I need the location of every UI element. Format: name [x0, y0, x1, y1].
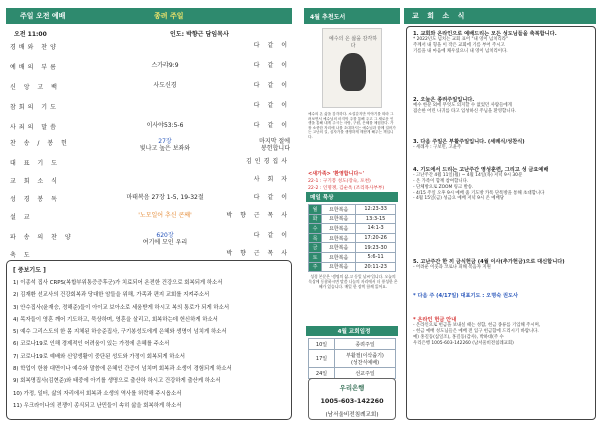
news-item-line: 주께서 내 형을 이 작은 교회에 기름 부어 주시고 — [413, 43, 505, 49]
order-item-person: 다 같 이 — [253, 232, 290, 239]
news-item — [413, 167, 595, 202]
devotion-row — [309, 205, 396, 215]
news-item — [413, 139, 595, 151]
worship-order-row — [10, 138, 290, 152]
devotion-ref: 12:23-33 — [356, 205, 396, 215]
order-item-label: 예배의 부름 — [10, 64, 59, 71]
intercession-item: 1) 이종석 집사 CRPS(복합부위통증증후군)가 치료되어 온전한 건강으로 회복되게 하소서 — [13, 280, 223, 286]
order-item-detail: 마태복음 27장 1-5, 19-32절 — [126, 194, 204, 201]
schedule-event: 종려주일 — [335, 339, 396, 350]
schedule-row — [309, 339, 396, 350]
order-item-detail: 스가랴9:9 — [151, 62, 179, 69]
devotion-table — [308, 204, 396, 272]
worship-order-row — [10, 232, 290, 246]
intercession-item: 5) 예수 그리스도의 한 몸 지체된 하승준집사, 구기봉성도에게 은혜와 생명이 넘치게 하소서 — [13, 329, 227, 336]
middle-panel — [304, 0, 400, 424]
schedule-table — [308, 338, 396, 379]
devotion-ref: 20:11-23 — [356, 262, 396, 272]
news-item-line: 겸손한 어린 나귀를 타고 입성하신 주님을 환영합니다. — [413, 109, 517, 115]
sunday-theme: 종려 주일 — [154, 12, 184, 20]
news-item-line: - 어려운 이웃과 코로나 피해 복음자 지원 — [413, 265, 491, 271]
devotion-ref: 5:6-11 — [356, 252, 396, 262]
news-item-line: 기름을 내 마음에 채우셨으니 내 영이 넘치리이다. — [413, 48, 508, 54]
news-item-line: * 2022년도 넘치는 교회 표어 "내 영이 넘치리라" — [413, 37, 509, 43]
order-item-person: 다 같 이 — [253, 122, 290, 129]
bank-info-box — [308, 378, 396, 420]
intercession-item: 8) 학업이 한참 대면이나 예수와 말씀에 은혜인 간증이 넘치며 회복과 소생이 경험되게 하소서 — [13, 366, 232, 373]
schedule-band — [306, 326, 398, 336]
intercession-item: 4) 목자들이 영혼 깨어 기도하고, 묵상하며, 영혼을 살리고, 회복하는데 헌신하게 하소서 — [13, 316, 218, 323]
order-item-detail: 이사야53:5-6 — [146, 122, 184, 129]
intercession-item: 3) 안수집사(윤재승, 정해준)들이 아이교 보아소로 세움받게 하시고 복의 통로가 되게 하소서 — [13, 304, 230, 311]
order-item-detail: 27장 빛나고 높은 보좌와 — [139, 138, 191, 152]
order-item-person: 박 향 근 목 사 — [226, 212, 290, 219]
devotion-day: 화 — [309, 214, 322, 224]
order-item-detail: 사도신경 — [153, 82, 177, 89]
news-item-line: - 세례자 : 구보민, 고윤주 — [413, 145, 462, 151]
devotion-ref: 13:3-15 — [356, 214, 396, 224]
order-item-label: 교 회 소 식 — [10, 178, 60, 185]
worship-band-title: 주일 오전 예배 — [20, 12, 66, 20]
worship-order-row — [10, 212, 290, 226]
order-item-person: 다 같 이 — [253, 194, 290, 201]
order-item-person: 다 같 이 — [253, 62, 290, 69]
worship-band — [6, 8, 292, 24]
order-item-person: 마지막 절에 봉헌합니다 — [259, 138, 290, 152]
order-item-person: 김인경집사 — [246, 158, 290, 165]
devotion-row — [309, 224, 396, 234]
news-item-heading: 3. 다음 주일은 부활주일입니다. (세례식/성찬식) — [413, 139, 525, 145]
devotion-ref: 14:1-3 — [356, 224, 396, 234]
devotion-band — [306, 192, 398, 202]
news-item-line: - 헌금 예배 성도님들은 예배 전 입구 헌금함에 드리시기 바랍니다. — [413, 329, 539, 335]
intercession-title: [ 중보기도 ] — [13, 267, 46, 274]
news-band-title: 교 회 소 식 — [412, 12, 468, 20]
devotion-ref: 19:23-30 — [356, 243, 396, 253]
news-item-heading: 4. 기도에서 드리는 고난주간 영성훈련, 그리고 성 금요예배 — [413, 167, 549, 173]
devotion-row — [309, 233, 396, 243]
order-item-label: 파 송 의 찬 양 — [10, 234, 74, 241]
schedule-event: 선교주일 — [335, 368, 396, 379]
worship-order-row — [10, 194, 290, 208]
intercession-item: 9) 회복명집사(김현준)와 태중에 아기를 생명으로 출산하 하시고 건강하게 출산케 하소서 — [13, 378, 221, 385]
worship-order-row — [10, 62, 290, 76]
order-item-person: 박 향 근 목 사 — [226, 250, 290, 257]
order-item-person: 다 같 이 — [253, 102, 290, 109]
news-item-heading: * 온라인 헌금 안내 — [413, 317, 457, 323]
news-item-heading: 5. 고난주간 한 끼 금식헌금 (4월 이사(추가헌금)으로 대신합니다) — [413, 259, 565, 265]
order-item-detail: '노모일어 추신 콘째' — [138, 212, 192, 219]
intercession-item: 7) 코로나19로 예배와 신앙생활이 중단된 성도와 가정이 회복되게 하소서 — [13, 353, 185, 360]
news-item — [413, 293, 595, 299]
devotion-day: 토 — [309, 252, 322, 262]
worship-order-row — [10, 176, 290, 190]
newcomer-line: 22-1 : 구기봉 성도(장숙, 포천) — [308, 179, 371, 184]
devotion-day: 수 — [309, 224, 322, 234]
schedule-event: 부활절(이삭줍기) (성찬식예배) — [335, 350, 396, 368]
news-item-line: 예) 홍길동(십일조), 홍길동(감사), 박하대(주 수 — [413, 334, 504, 340]
news-item-line: 예수 한분 외에 무엇도 의지할 수 없었던 사람들에게 — [413, 103, 512, 109]
news-item — [413, 31, 595, 55]
schedule-row — [309, 350, 396, 368]
news-item-line: - 단체방으로 ZOOM 링크 발송. — [413, 184, 474, 190]
intercession-item: 6) 코로나19로 인해 경제적인 어려움이 있는 가정에 은혜를 주소서 — [13, 341, 170, 348]
worship-leader: 인도: 박향근 담임목사 — [170, 31, 229, 38]
devotion-book: 요한복음 — [322, 252, 356, 262]
order-item-label: 성 경 봉 독 — [10, 196, 60, 203]
news-item-line: - 고난주간 4월 11일(월) ~ 4월 14일(목) 저녁 9시 30분 — [413, 173, 523, 179]
news-band — [404, 8, 596, 24]
newcomer-title: <새가족> '환영합니다~' — [308, 171, 365, 177]
news-item-line: - 4/15 주일 오후 9시 예배 줌 기도방 카톡 단톡방을 통해 초대합니다 — [413, 190, 545, 196]
book-band-title: 4월 추천도서 — [310, 13, 346, 21]
devotion-book: 요한복음 — [322, 243, 356, 253]
news-item-heading: * 다음 주 (4/17일) 대표기도 : 오명숙 권도사 — [413, 293, 519, 299]
devotion-book: 요한복음 — [322, 214, 356, 224]
church-news-panel — [404, 0, 596, 424]
order-item-person: 다 같 이 — [253, 82, 290, 89]
devotion-day: 월 — [309, 205, 322, 215]
news-item-heading: 1. 교회와 온라인으로 예배드리는 모든 성도님들을 축복합니다. — [413, 31, 557, 37]
order-item-label: 사죄의 말씀 — [10, 124, 59, 131]
order-item-detail: 620장 여기에 모인 우리 — [142, 232, 188, 246]
schedule-date: 10일 — [309, 339, 335, 350]
order-item-label: 경배와 찬양 — [10, 44, 59, 51]
order-item-label: 신 앙 고 백 — [10, 84, 60, 91]
order-item-label: 축 도 — [10, 252, 33, 259]
devotion-book: 요한복음 — [322, 262, 356, 272]
intercession-item: 11) 우크라이나의 전쟁이 종식되고 난민들이 속히 삶을 회복하게 하소서 — [13, 402, 182, 409]
bank-holder: (남서울비전침례교회) — [325, 412, 379, 418]
devotion-book: 요한복음 — [322, 224, 356, 234]
bank-name: 우리은행 — [339, 384, 365, 392]
intercession-box — [6, 260, 292, 420]
news-item-line: - 온라인으로 헌금을 보내실 때는 성함, 헌금 종류를 기입해 주시며, — [413, 323, 541, 329]
schedule-band-title: 4월 교회일정 — [337, 329, 371, 335]
portrait-image — [340, 53, 366, 91]
worship-order-panel — [0, 0, 298, 424]
order-item-person: 다 같 이 — [253, 42, 290, 49]
devotion-book: 요한복음 — [322, 205, 356, 215]
news-item-line: 우리은행 1005-603-142260 (남서울비전침례교회) — [413, 340, 514, 346]
intercession-item: 10) 가정, 일터, 삶의 자리에서 회복과 소생의 역사를 허락해 주시옵소서 — [13, 390, 182, 397]
news-item — [413, 317, 595, 346]
devotion-row — [309, 243, 396, 253]
devotion-day: 금 — [309, 243, 322, 253]
news-item — [413, 97, 595, 115]
devotion-ref: 17:20-26 — [356, 233, 396, 243]
worship-order-row — [10, 82, 290, 96]
devotion-row — [309, 262, 396, 272]
schedule-row — [309, 368, 396, 379]
news-item-line: - 4월 15일(금) 성금요 예배 저녁 9시 온 예배당 — [413, 196, 504, 202]
news-item-line: - 온 가족이 함께 참여합니다. — [413, 179, 469, 185]
devotion-band-title: 매일 묵상 — [310, 195, 334, 201]
book-description: 예수의 온 삶을 감각하다. 소설같지만 이야기를 따라 그려보면서 예수님의 마지막 주를 통해 주고 그 새로운 인생을 통해 내게 주시는 사랑, 구원, 은혜를 체험한다. 가장 소중한 자리에 나를 초대하시는 예수님과 함께 걸어가는 고난의 길, 십자가를 생생하게 깨닫게 해주는 책입니다. — [308, 112, 396, 139]
worship-time: 오전 11:00 — [14, 31, 47, 38]
devotion-note: 성경 본문은 '생명의 삶-고 동일 날씨'입니다. 오늘의 묵상에 동참하시면 말씀 나눔의 자리에서 더 풍성한 은혜가 있습니다. 매일 한 장씩 함께 읽어요. — [308, 274, 398, 289]
worship-order-row — [10, 122, 290, 136]
devotion-row — [309, 214, 396, 224]
intercession-item: 2) 김재환 선교사의 건강회복과 당대한 암들을 위해, 가족과 편지 교회를 지켜주소서 — [13, 292, 210, 299]
book-cover-title: 예수의 온 삶을 감각하다 — [328, 36, 378, 49]
worship-order-row — [10, 102, 290, 116]
news-item-heading: 2. 오늘은 종려주일입니다. — [413, 97, 475, 103]
bank-account: 1005-603-142260 — [320, 397, 384, 405]
devotion-day: 목 — [309, 233, 322, 243]
newcomer-line: 22-2 : 인명쟁, 김순옥 (조리목사부부) — [308, 186, 385, 191]
order-item-label: 참회의 기도 — [10, 104, 59, 111]
news-item — [413, 259, 595, 271]
worship-order-row — [10, 42, 290, 56]
book-cover — [322, 28, 382, 108]
order-item-label: 설 교 — [10, 214, 33, 221]
devotion-day: 주 — [309, 262, 322, 272]
schedule-date: 17일 — [309, 350, 335, 368]
order-item-person: 사 회 자 — [253, 176, 290, 183]
order-item-label: 대 표 기 도 — [10, 160, 60, 167]
devotion-row — [309, 252, 396, 262]
order-item-label: 찬 송 / 봉 헌 — [10, 140, 70, 147]
schedule-date: 24일 — [309, 368, 335, 379]
intercession-list — [13, 277, 285, 412]
book-band — [304, 8, 400, 24]
devotion-book: 요한복음 — [322, 233, 356, 243]
news-box — [406, 26, 596, 420]
worship-order-row — [10, 158, 290, 172]
